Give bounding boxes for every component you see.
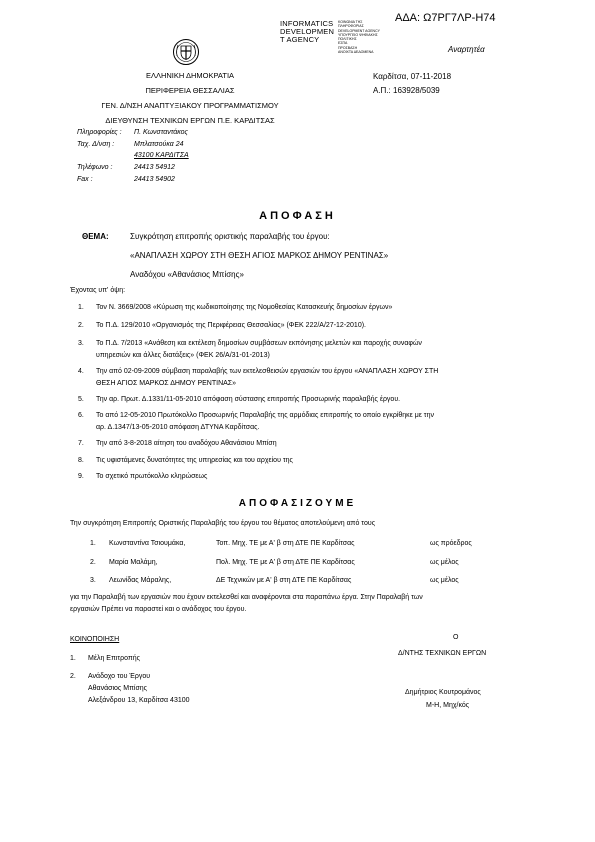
list-item: 1. Τον Ν. 3669/2008 «Κύρωση της κωδικοποίησης της Νομοθεσίας Κατασκευής δημοσίων έργων» xyxy=(78,304,393,311)
posting-label: Αναρτητέα xyxy=(448,45,485,54)
having-seen-label: Έχοντας υπ' όψη: xyxy=(70,287,126,294)
member-number: 3. xyxy=(90,577,96,584)
member-role: Τοπ. Μηχ. ΤΕ με Α' β στη ΔΤΕ ΠΕ Καρδίτσας xyxy=(216,540,355,547)
info-label: Πληροφορίες : xyxy=(77,129,122,136)
member-role: Πολ. Μηχ. ΤΕ με Α' β στη ΔΤΕ ΠΕ Καρδίτσας xyxy=(216,559,355,566)
protocol-number: Α.Π.: 163928/5039 xyxy=(373,86,440,95)
header-line: ΔΙΕΥΘΥΝΣΗ ΤΕΧΝΙΚΩΝ ΕΡΓΩΝ Π.Ε. ΚΑΡΔΙΤΣΑΣ xyxy=(105,116,275,125)
info-value: 24413 54912 xyxy=(134,164,175,172)
list-item: 2. Το Π.Δ. 129/2010 «Οργανισμός της Περιφέρειας Θεσσαλίας» (ΦΕΚ 222/Α/27-12-2010). xyxy=(78,322,366,329)
info-label: Ταχ. Δ/νση : xyxy=(77,140,115,148)
member-role: ΔΕ Τεχνικών με Α' β στη ΔΤΕ ΠΕ Καρδίτσας xyxy=(216,577,352,584)
list-item: 7. Την από 3-8-2018 αίτηση του αναδόχου Αθανάσιου Μπίση xyxy=(78,440,277,447)
closing-text: για την Παραλαβή των εργασιών που έχουν εκτελεσθεί και αναφέρονται στα παραπάνω έργα. Στην Παραλαβή των εργασιών Πρέπει να παραστεί και ο ανάδοχος του έργου. xyxy=(70,594,423,613)
info-value: Π. Κωνσταντάκος xyxy=(134,129,188,136)
notify-item: 1. Μέλη Επιτροπής xyxy=(70,655,140,662)
member-name: Κωνσταντίνα Τσιουμάκα, xyxy=(109,540,186,547)
member-position: ως μέλος xyxy=(430,559,459,566)
informatics-agency-logo xyxy=(280,19,400,55)
info-value: Μπλατσούκα 24 xyxy=(134,140,184,148)
info-label: Τηλέφωνο : xyxy=(77,164,113,172)
notify-title: ΚΟΙΝΟΠΟΙΗΣΗ xyxy=(70,636,120,643)
place-date: Καρδίτσα, 07-11-2018 xyxy=(373,72,452,81)
header-line: ΕΛΛΗΝΙΚΗ ΔΗΜΟΚΡΑΤΙΑ xyxy=(145,71,235,80)
info-value: 43100 ΚΑΡΔΙΤΣΑ xyxy=(134,152,189,160)
member-position: ως μέλος xyxy=(430,577,459,584)
member-name: Λεωνίδας Μάραλης, xyxy=(109,577,172,584)
decision-intro: Την συγκρότηση Επιτροπής Οριστικής Παραλαβής του έργου του θέματος αποτελούμενη από τους xyxy=(70,520,376,527)
info-value: 24413 54902 xyxy=(134,175,175,183)
list-item: 8. Τις υφιστάμενες δυνατότητες της υπηρεσίας και του αρχείου της xyxy=(78,457,293,464)
subject-line: Συγκρότηση επιτροπής οριστικής παραλαβής του έργου: xyxy=(130,232,330,241)
subject-project: «ΑΝΑΠΛΑΣΗ ΧΩΡΟΥ ΣΤΗ ΘΕΣΗ ΑΓΙΟΣ ΜΑΡΚΟΣ ΔΗΜΟΥ ΡΕΝΤΙΝΑΣ» xyxy=(130,251,389,260)
logo-small-text: ΚΟΙΝΩΝΙΑ ΤΗΣ ΠΛΗΡΟΦΟΡΙΑΣ DEVELOPMENT AGENCY ΥΠΟΥΡΓΕΙΟ ΨΗΦΙΑΚΗΣ ΠΟΛΙΤΙΚΗΣ ΕΣΠΑ ΠΡΟΣΒΑΣΗ ΑΝΟΙΧΤΑ ΔΕΔΟΜΕΝΑ xyxy=(338,20,380,55)
signatory-role: Μ-Η, Μηχ/κός xyxy=(426,702,470,709)
subject-contractor: Αναδόχου «Αθανάσιος Μπίσης» xyxy=(130,270,244,279)
greek-emblem-icon xyxy=(172,38,200,66)
member-position: ως πρόεδρος xyxy=(430,540,472,547)
issuer-header xyxy=(40,68,340,128)
list-item: 5. Την αρ. Πρωτ. Δ.1331/11-05-2010 απόφαση σύστασης επιτροπής Προσωρινής παραλαβής έργου. xyxy=(78,396,401,403)
subject-label: ΘΕΜΑ: xyxy=(82,232,109,241)
ada-code: ΑΔΑ: Ω7ΡΓ7ΛΡ-Η74 xyxy=(395,12,496,24)
date-protocol-block xyxy=(373,70,451,98)
member-name: Μαρία Μαλάμη, xyxy=(109,559,158,566)
member-number: 2. xyxy=(90,559,96,566)
notify-item: 2. Ανάδοχο του Έργου Αθανάσιος Μπίσης Αλεξάνδρου 13, Καρδίτσα 43100 xyxy=(70,673,190,704)
list-item: 3. Το Π.Δ. 7/2013 «Ανάθεση και εκτέλεση δημοσίων συμβάσεων εκπόνησης μελετών και παροχής συναφών υπηρεσιών και άλλες διατάξεις» (ΦΕΚ 26/Α/31-01-2013) xyxy=(78,340,422,359)
header-line: ΓΕΝ. Δ/ΝΣΗ ΑΝΑΠΤΥΞΙΑΚΟΥ ΠΡΟΓΡΑΜΜΑΤΙΣΜΟΥ xyxy=(101,101,279,110)
list-item: 4. Την από 02-09-2009 σύμβαση παραλαβής των εκτελεσθεισών εργασιών του έργου «ΑΝΑΠΛΑΣΗ ΧΩΡΟΥ ΣΤΗ ΘΕΣΗ ΑΓΙΟΣ ΜΑΡΚΟΣ ΔΗΜΟΥ ΡΕΝΤΙΝΑΣ» xyxy=(78,368,439,387)
logo-line: DEVELOPMEN xyxy=(280,27,335,36)
header-line: ΠΕΡΙΦΕΡΕΙΑ ΘΕΣΣΑΛΙΑΣ xyxy=(145,86,235,95)
logo-line: T AGENCY xyxy=(280,35,320,44)
list-item: 9. Το σχετικό πρωτόκολλο κληρώσεως xyxy=(78,473,208,480)
document-title: ΑΠΟΦΑΣΗ xyxy=(259,210,336,222)
logo-line: INFORMATICS xyxy=(280,19,334,28)
member-number: 1. xyxy=(90,540,96,547)
info-label: Fax : xyxy=(77,175,93,183)
list-item: 6. Το από 12-05-2010 Πρωτόκολλο Προσωρινής Παραλαβής της αρμόδιας επιτροπής το οποίο εγκρίθηκε με την αρ. Δ.1347/13-05-2010 απόφαση ΔΤΥΝΑ Καρδίτσας. xyxy=(78,412,434,431)
signatory-title: Δ/ΝΤΗΣ ΤΕΧΝΙΚΩΝ ΕΡΓΩΝ xyxy=(398,650,487,657)
signatory-name: Δημήτριος Κουτρομάνος xyxy=(405,689,481,696)
decision-title: ΑΠΟΦΑΣΙΖΟΥΜΕ xyxy=(238,498,357,509)
signatory-article: Ο xyxy=(453,634,459,641)
contact-info xyxy=(77,127,189,186)
